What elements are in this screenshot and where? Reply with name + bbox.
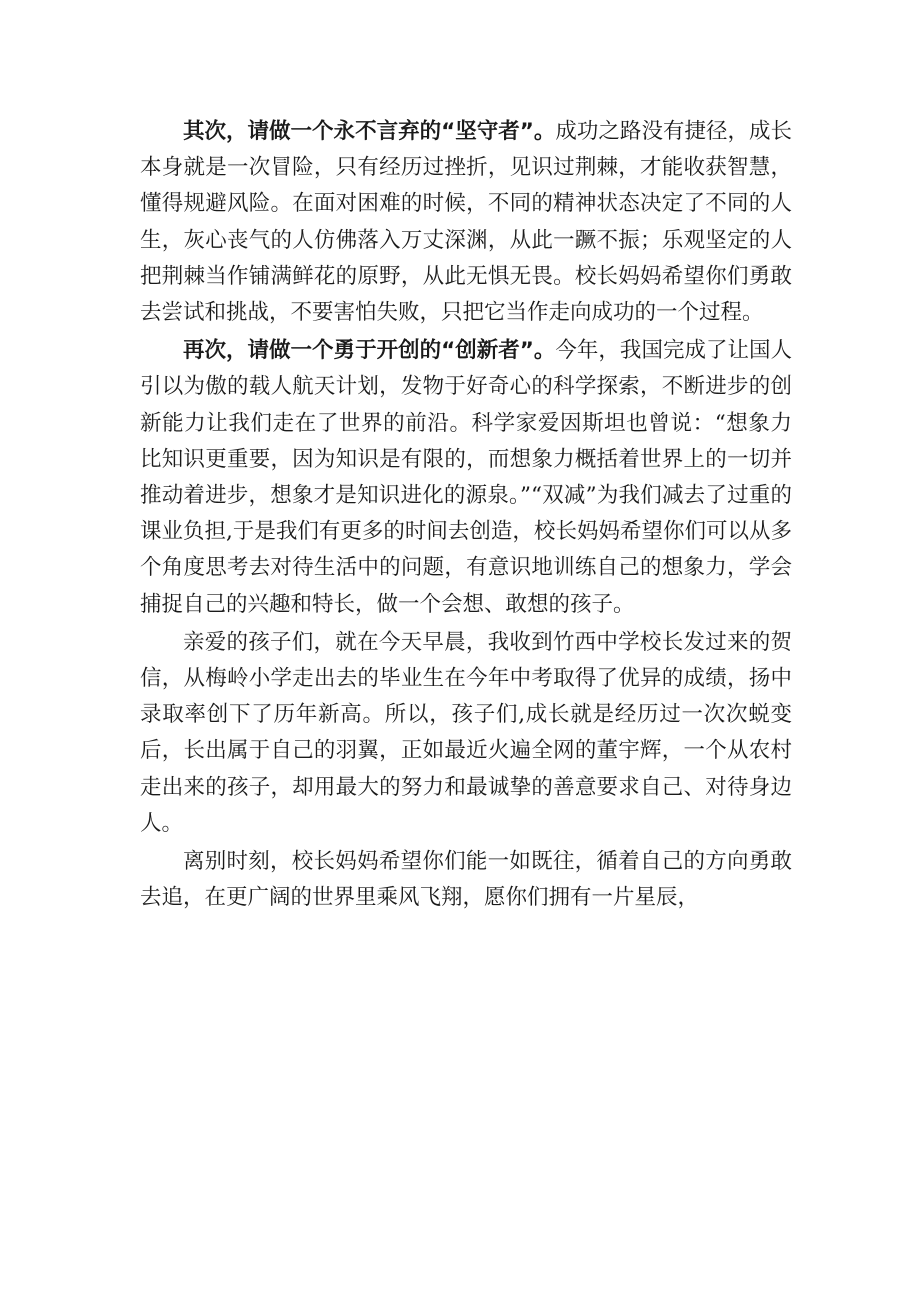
- document-body: [140, 114, 792, 918]
- paragraph-farewell: [140, 844, 792, 916]
- paragraph-congratulation: [140, 625, 792, 842]
- paragraph-text: 今年，我国完成了让国人引以为傲的载人航天计划，发物于好奇心的科学探索，不断进步的创新能力让我们走在了世界的前沿。科学家爱因斯坦也曾说：“想象力比知识更重要，因为知识是有限的，而想象力概括着世界上的一切并推动着进步，想象才是知识进化的源泉。”“双减”为我们减去了过重的课业负担,于是我们有更多的时间去创造，校长妈妈希望你们可以从多个角度思考去对待生活中的问题，有意识地训练自己的想象力，学会捕捉自己的兴趣和特长，做一个会想、敢想的孩子。: [140, 338, 792, 617]
- paragraph-text: 成功之路没有捷径，成长本身就是一次冒险，只有经历过挫折，见识过荆棘，才能收获智慧，懂得规避风险。在面对困难的时候，不同的精神状态决定了不同的人生，灰心丧气的人仿佛落入万丈深渊，从此一蹶不振；乐观坚定的人把荆棘当作铺满鲜花的原野，从此无惧无畏。校长妈妈希望你们勇敢去尝试和挑战，不要害怕失败，只把它当作走向成功的一个过程。: [140, 119, 792, 326]
- paragraph-text: 亲爱的孩子们，就在今天早晨，我收到竹西中学校长发过来的贺信，从梅岭小学走出去的毕业生在今年中考取得了优异的成绩，扬中录取率创下了历年新高。所以，孩子们,成长就是经历过一次次蜕变后，长出属于自己的羽翼，正如最近火遍全网的董宇辉，一个从农村走出来的孩子，却用最大的努力和最诚挚的善意要求自己、对待身边人。: [140, 629, 792, 836]
- paragraph-innovation: [140, 333, 792, 623]
- paragraph-lead: 再次，请做一个勇于开创的“创新者”。: [183, 338, 556, 364]
- paragraph-text: 离别时刻，校长妈妈希望你们能一如既往，循着自己的方向勇敢去追，在更广阔的世界里乘风飞翔，愿你们拥有一片星辰，: [140, 849, 792, 911]
- paragraph-persistence: [140, 114, 792, 331]
- paragraph-lead: 其次，请做一个永不言弃的“坚守者”。: [183, 119, 556, 144]
